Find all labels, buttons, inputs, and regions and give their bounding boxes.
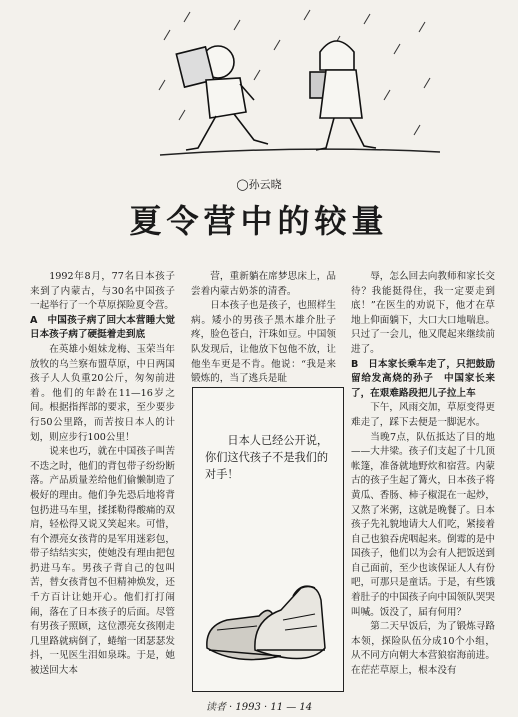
text-column-3: [351, 270, 495, 690]
section-a-heading: A 中国孩子病了回大本营睡大觉 日本孩子病了硬挺着走到底: [30, 314, 185, 341]
page-footer: 读者 · 1993 · 11 — 14: [205, 702, 313, 713]
boots-illustration: [197, 530, 339, 680]
section-b-heading: B 日本家长乘车走了，只把鼓励留给发高烧的孙子 中国家长来了，在艰难路段把儿子拉上车: [351, 358, 495, 399]
article-title: 夏令营中的较量: [129, 202, 389, 240]
paragraph: 第二天早饭后，为了锻炼寻路本领，探险队伍分成10个小组，从不同方向朝大本营狼宿海前进。在茫茫草原上，根本没有: [351, 621, 495, 677]
paragraph: 在英雄小姐妹龙梅、玉荣当年放牧的乌兰察布盟草原，中日两国孩子人人负重20公斤，匆匆前进着。他们的年龄在11—16岁之间。根据指挥部的要求，至少要步行50公里路，而苦按日本人的计划，则应步行100公里！: [30, 343, 175, 443]
walking-children-illustration: [150, 0, 450, 160]
text-column-2: [191, 270, 336, 385]
paragraph: 当晚7点，队伍抵达了目的地——大井梁。孩子们支起了十几顶帐篷，准备就地野炊和宿营。内蒙古的孩子生起了篝火，日本孩子将黄瓜、香肠、柿子椒混在一起炒，又熬了米粥，这就是晚餐了。日本孩子先礼貌地请大人们吃，紧接着自己也狼吞虎咽起来。倒霉的是中国孩子，他们以为会有人把饭送到自己面前，至少也该保证人人有份吧，可那只是童话。于是，有些饿着肚子的中国孩子向中国领队哭哭叫喊。饭没了，届有何用？: [351, 431, 495, 618]
paragraph: 辱，怎么回去向教师和家长交待？我能挺得住，我一定要走到底！”在医生的劝说下，他才在草地上仰面躺下，大口大口地喘息。只过了一会儿，他又爬起来继续前进了。: [351, 271, 495, 355]
text-column-1: [30, 270, 185, 690]
paragraph: 说来也巧，就在中国孩子叫苦不迭之时，他们的背包带子纷纷断落。产品质量差给他们偷懒制造了极好的理由。他们争先恐后地将背包扔进马车里，揉揉勒得酸痛的双肩，轻松得又说又笑起来。可惜，有个漂亮女孩背的是军用迷彩包，带子结结实实，使她没有理由把包扔进马车。男孩子背自己的包叫苦，替女孩背包不但精神焕发，还千方百计让她开心。他们打打闹闹，落在了日本孩子的后面。尽管有男孩子照顾，这位漂亮女孩刚走几里路就病倒了，蜷缩一团瑟瑟发抖，一见医生泪如泉珠。于是，她被送回大本: [30, 446, 175, 677]
byline: ◯孙云晓: [236, 178, 282, 191]
paragraph: 营，重新躺在席梦思床上，品尝着内蒙古奶茶的清香。: [191, 271, 336, 297]
paragraph: 日本孩子也是孩子，也照样生病。矮小的男孩子黑木雄介肚子疼，脸色苍白，汗珠如豆。中国领队发现后，让他放下包他不放，让他坐车更是不肯。他说：“我是来锻炼的，当了逃兵是耻: [191, 300, 336, 385]
intro-paragraph: 1992年8月，77名日本孩子来到了内蒙古，与30名中国孩子一起举行了一个草原探险夏令营。: [30, 271, 175, 312]
quote-text: 日本人已经公开说，你们这代孩子不是我们的对手！: [205, 434, 329, 481]
paragraph: 下午，风雨交加，草原变得更难走了，踩下去便是一脚泥水。: [351, 402, 495, 428]
